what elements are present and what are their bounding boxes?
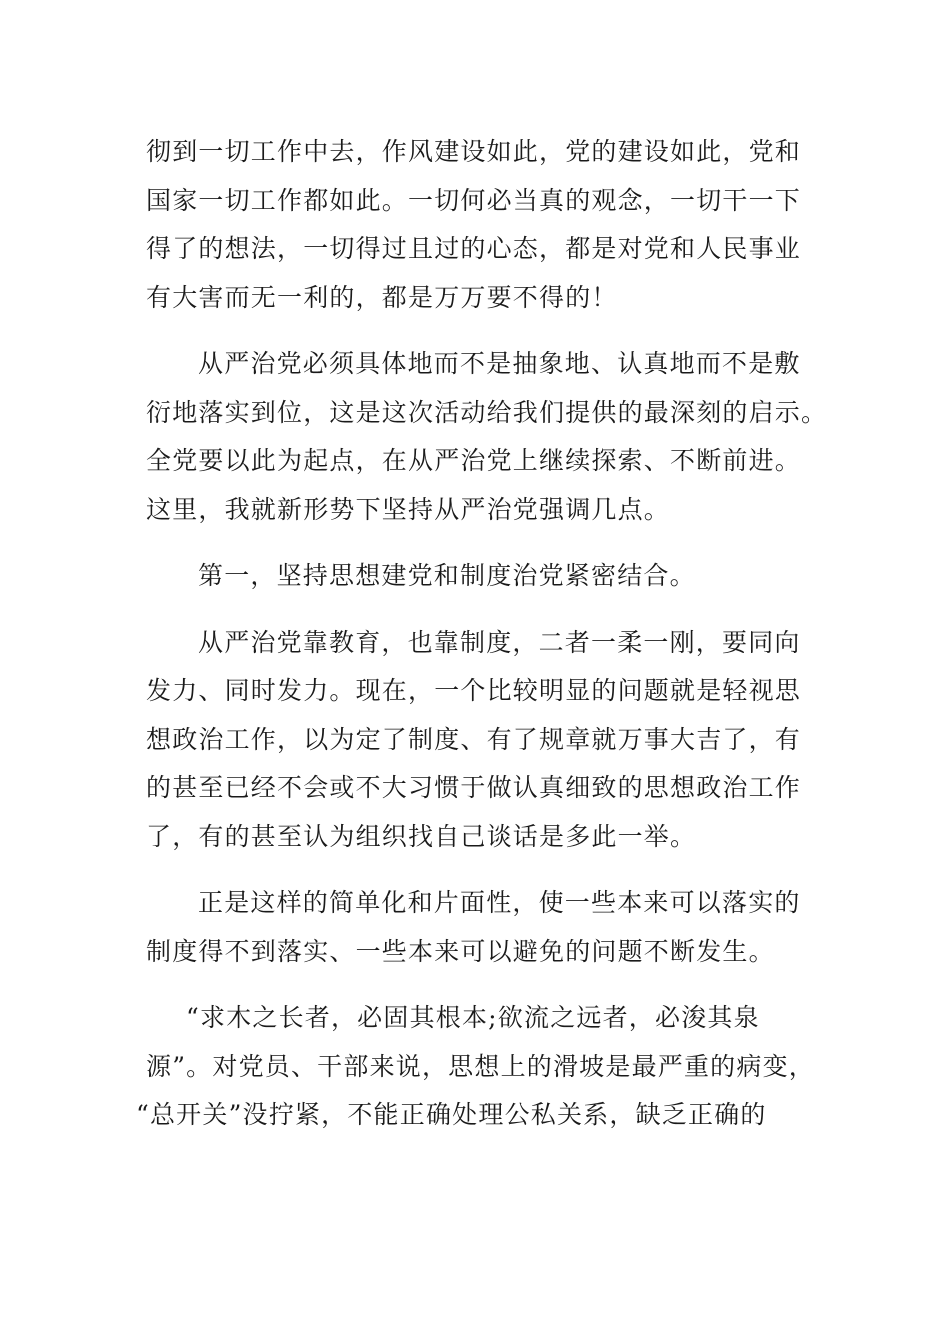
text-line: “求木之长者，必固其根本;欲流之远者，必浚其泉 <box>186 1003 760 1032</box>
text-line: 了，有的甚至认为组织找自己谈话是多此一举。 <box>146 821 697 851</box>
paragraph-4 <box>146 879 801 976</box>
text-line: 全党要以此为起点，在从严治党上继续探索、不断前进。 <box>146 446 802 475</box>
text-line: 从严治党必须具体地而不是抽象地、认真地而不是敷 <box>198 349 801 378</box>
section-heading <box>146 552 796 601</box>
paragraph-3 <box>146 619 802 862</box>
body-text <box>136 128 828 1158</box>
text-line: 第一，坚持思想建党和制度治党紧密结合。 <box>198 561 696 590</box>
text-line: 想政治工作，以为定了制度、有了规章就万事大吉了，有 <box>146 724 802 754</box>
text-line: 的甚至已经不会或不大习惯于做认真细致的思想政治工作 <box>146 773 802 802</box>
text-line: 正是这样的简单化和片面性，使一些本来可以落实的 <box>198 888 801 917</box>
text-line: 得了的想法，一切得过且过的心态，都是对党和人民事业 <box>146 234 802 263</box>
text-line: 有大害而无一利的，都是万万要不得的！ <box>146 282 618 312</box>
paragraph-2 <box>146 340 828 534</box>
text-line: 从严治党靠教育，也靠制度，二者一柔一刚，要同向 <box>198 627 801 657</box>
text-line: 彻到一切工作中去，作风建设如此，党的建设如此，党和 <box>146 137 802 166</box>
text-line: 这里，我就新形势下坚持从严治党强调几点。 <box>146 494 671 524</box>
text-line: “总开关”没拧紧，不能正确处理公私关系，缺乏正确的 <box>136 1100 767 1129</box>
text-line: 制度得不到落实、一些本来可以避免的问题不断发生。 <box>146 936 775 966</box>
paragraph-5 <box>136 994 815 1140</box>
text-line: 源”。对党员、干部来说，思想上的滑坡是最严重的病变， <box>146 1051 815 1081</box>
paragraph-1 <box>146 128 802 322</box>
text-line: 衍地落实到位，这是这次活动给我们提供的最深刻的启示。 <box>146 397 828 427</box>
text-line: 发力、同时发力。现在，一个比较明显的问题就是轻视思 <box>146 676 802 705</box>
text-line: 国家一切工作都如此。一切何必当真的观念，一切干一下 <box>146 185 802 215</box>
